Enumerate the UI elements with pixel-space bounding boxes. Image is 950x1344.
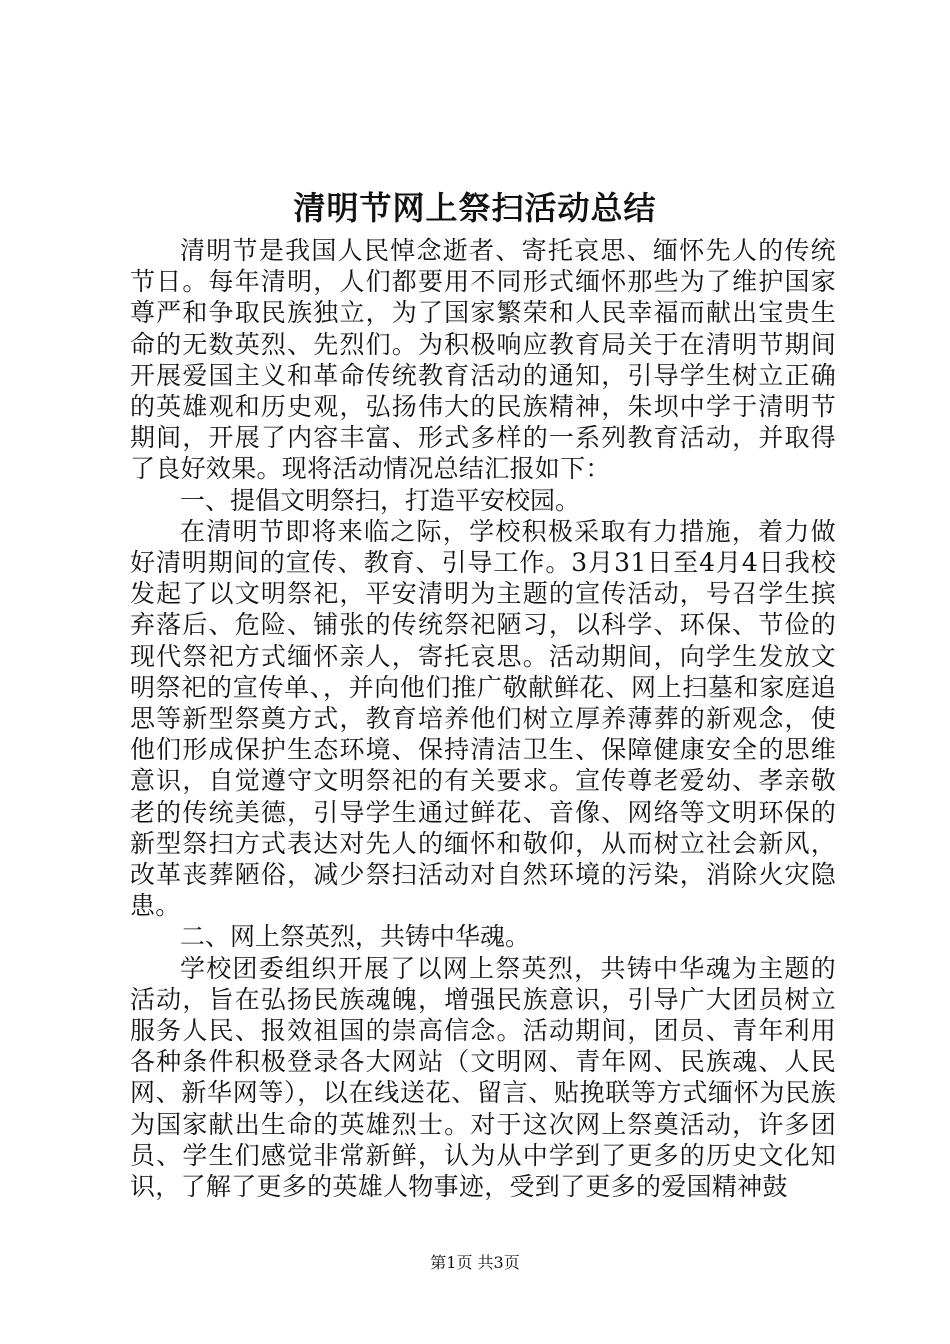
section-2-paragraph: 学校团委组织开展了以网上祭英烈，共铸中华魂为主题的活动，旨在弘扬民族魂魄，增强民族意识，引导广大团员树立服务人民、报效祖国的崇高信念。活动期间，团员、青年利用各种条件积极登录各大网站（文明网、青年网、民族魂、人民网、新华网等），以在线送花、留言、贴挽联等方式缅怀为民族为国家献出生命的英雄烈士。对于这次网上祭奠活动，许多团员、学生们感觉非常新鲜，认为从中学到了更多的历史文化知识，了解了更多的英雄人物事迹，受到了更多的爱国精神鼓 [130, 953, 836, 1202]
page-footer: 第1页 共3页 [430, 1253, 520, 1272]
document-body [130, 235, 836, 1202]
section-heading-2: 二、网上祭英烈，共铸中华魂。 [180, 922, 531, 952]
section-1-paragraph: 在清明节即将来临之际，学校积极采取有力措施，着力做好清明期间的宣传、教育、引导工作。3月31日至4月4日我校发起了以文明祭祀，平安清明为主题的宣传活动，号召学生摈弃落后、危险、铺张的传统祭祀陋习，以科学、环保、节俭的现代祭祀方式缅怀亲人，寄托哀思。活动期间，向学生发放文明祭祀的宣传单、，并向他们推广敬献鲜花、网上扫墓和家庭追思等新型祭奠方式，教育培养他们树立厚养薄葬的新观念，使他们形成保护生态环境、保持清洁卫生、保障健康安全的思维意识，自觉遵守文明祭祀的有关要求。宣传尊老爱幼、孝亲敬老的传统美德，引导学生通过鲜花、音像、网络等文明环保的新型祭扫方式表达对先人的缅怀和敬仰，从而树立社会新风，改革丧葬陋俗，减少祭扫活动对自然环境的污染，消除火灾隐患。 [130, 516, 836, 921]
intro-paragraph: 清明节是我国人民悼念逝者、寄托哀思、缅怀先人的传统节日。每年清明，人们都要用不同形式缅怀那些为了维护国家尊严和争取民族独立，为了国家繁荣和人民幸福而献出宝贵生命的无数英烈、先烈们。为积极响应教育局关于在清明节期间开展爱国主义和革命传统教育活动的通知，引导学生树立正确的英雄观和历史观，弘扬伟大的民族精神，朱坝中学于清明节期间，开展了内容丰富、形式多样的一系列教育活动，并取得了良好效果。现将活动情况总结汇报如下： [130, 236, 836, 484]
section-heading-1: 一、提倡文明祭扫，打造平安校园。 [180, 485, 581, 515]
document-title: 清明节网上祭扫活动总结 [293, 189, 657, 227]
